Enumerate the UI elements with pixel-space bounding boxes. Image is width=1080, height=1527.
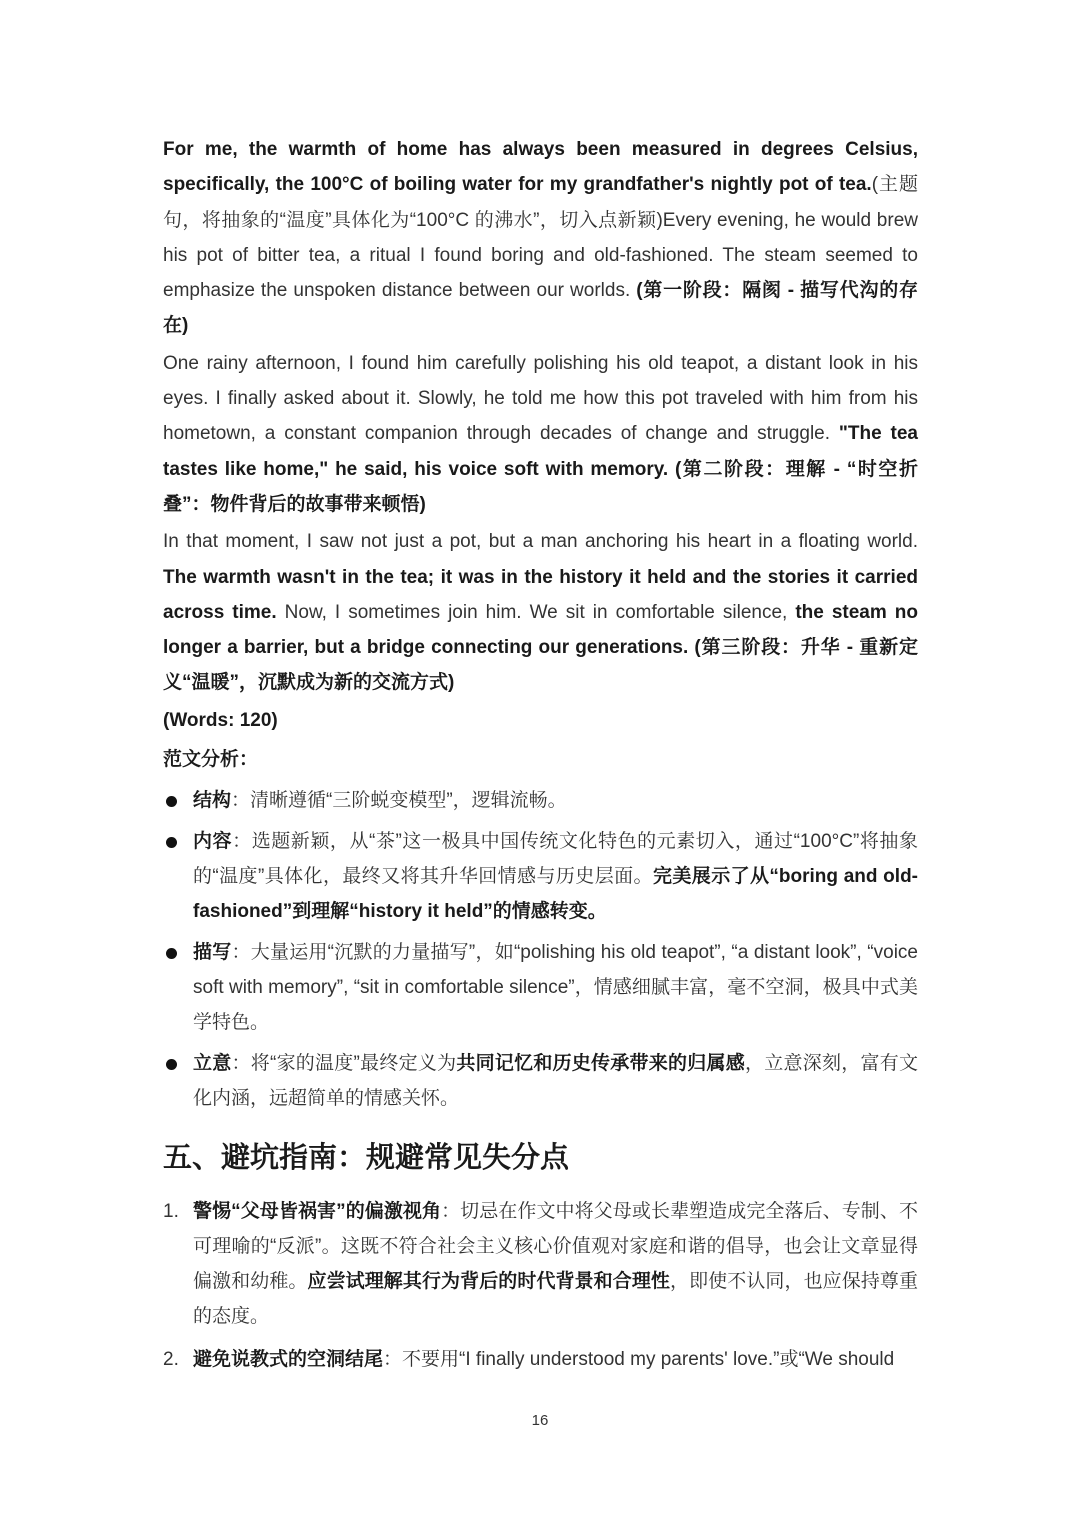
list-item: 1. 警惕“父母皆祸害”的偏激视角：切忌在作文中将父母或长辈塑造成完全落后、专制、不可理喻的“反派”。这既不符合社会主义核心价值观对家庭和谐的倡导，也会让文章显得偏激和幼稚。应尝试理解其行为背后的时代背景和合理性，即使不认同，也应保持尊重的态度。 [163, 1200, 918, 1327]
bullet-icon [166, 1059, 177, 1070]
word-count: (Words: 120) [163, 709, 278, 731]
section-heading: 五、避坑指南：规避常见失分点 [163, 1141, 570, 1174]
list-item: 2. 避免说教式的空洞结尾：不要用“I finally understood my parents' love.”或“We should [163, 1348, 895, 1370]
list-item: 内容：选题新颖，从“茶”这一极具中国传统文化特色的元素切入，通过“100°C”将抽象的“温度”具体化，最终又将其升华回情感与历史层面。完美展示了从“boring and old-fashioned”到理解“history it held”的情感转变。 [163, 824, 918, 929]
list-item: 立意：将“家的温度”最终定义为共同记忆和历史传承带来的归属感，立意深刻，富有文化内涵，远超简单的情感关怀。 [163, 1046, 918, 1116]
stage-note-2: "The tea tastes like home," he said, his voice soft with memory. (第二阶段：理解 - “时空折叠”：物件背后的故事带来顿悟) [163, 423, 918, 515]
stage-note-1: (第一阶段：隔阂 - 描写代沟的存在) [163, 280, 918, 337]
bullet-icon [166, 948, 177, 959]
analysis-list [163, 783, 918, 1116]
list-item: 描写：大量运用“沉默的力量描写”，如“polishing his old teapot”, “a distant look”, “voice soft with memory”, “sit in comfortable silence”，情感细腻丰富，毫不空洞，极具中式美学特色。 [163, 935, 918, 1040]
essay-paragraph-3: In that moment, I saw not just a pot, but a man anchoring his heart in a floating world. The warmth wasn't in the tea; it was in the history it held and the stories it carried across time. Now, I sometimes join him. We sit in comfortable silence, the steam no longer a barrier, but a bridge connecting our generations. (第三阶段：升华 - 重新定义“温暖”，沉默成为新的交流方式) [163, 531, 918, 694]
analysis-title: 范文分析： [163, 748, 259, 770]
bullet-icon [166, 837, 177, 848]
list-item: 结构：清晰遵循“三阶蜕变模型”，逻辑流畅。 [163, 783, 918, 818]
page-number: 16 [531, 1412, 549, 1429]
bullet-icon [166, 796, 177, 807]
essay-paragraph-1: For me, the warmth of home has always been measured in degrees Celsius, specifically, the 100°C of boiling water for my grandfather's nightly pot of tea.(主题句，将抽象的“温度”具体化为“100°C 的沸水”，切入点新颖)Every evening, he would brew his pot of bitter tea, a ritual I found boring and old-fashioned. The steam seemed to emphasize the unspoken distance between our worlds. (第一阶段：隔阂 - 描写代沟的存在) [163, 139, 919, 337]
stage-note-3: the steam no longer a barrier, but a bridge connecting our generations. (第三阶段：升华 - 重新定义“温暖”，沉默成为新的交流方式) [163, 601, 918, 694]
topic-sentence: For me, the warmth of home has always been measured in degrees Celsius, specifically, the 100°C of boiling water for my grandfather's nightly pot of tea. [163, 139, 918, 196]
document-body [163, 132, 918, 1385]
essay-paragraph-2: One rainy afternoon, I found him carefully polishing his old teapot, a distant look in his eyes. I finally asked about it. Slowly, he told me how this pot traveled with him from his hometown, a constant companion through decades of change and struggle. "The tea tastes like home," he said, his voice soft with memory. (第二阶段：理解 - “时空折叠”：物件背后的故事带来顿悟) [163, 352, 918, 515]
